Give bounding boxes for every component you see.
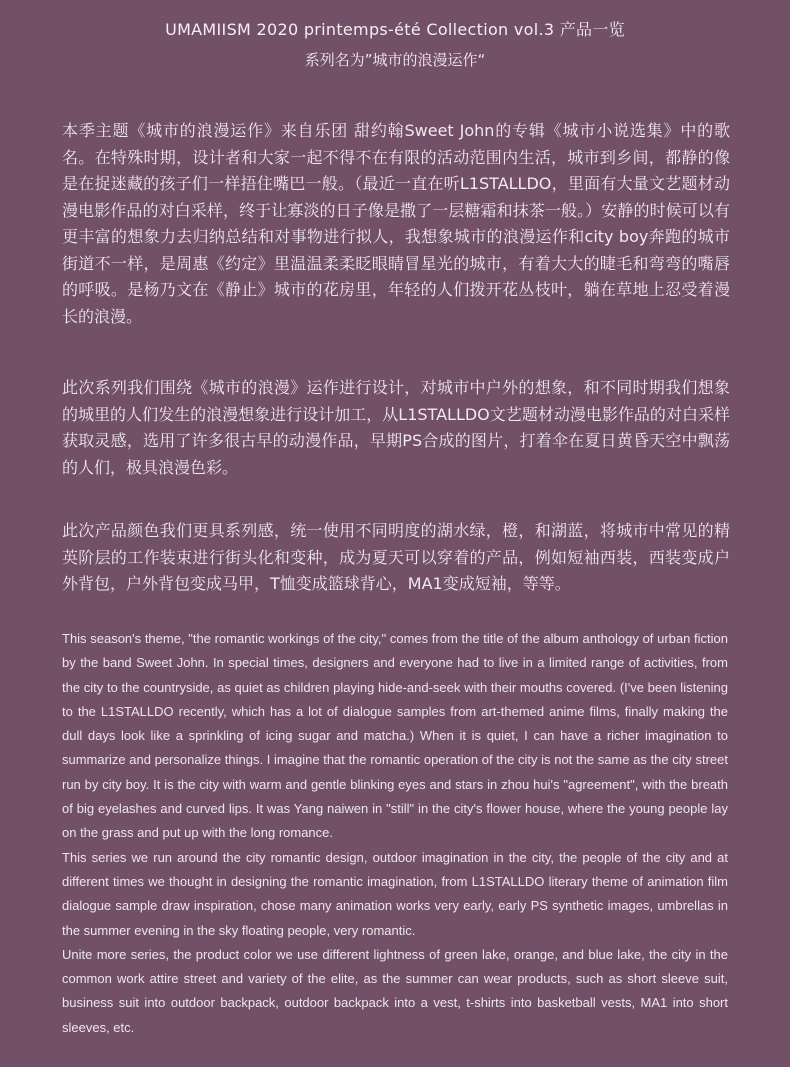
english-paragraph-design: This series we run around the city romantic design, outdoor imagination in the city, the people of the city and at different times we thought in designing the romantic imagination, from L1STALLDO literary theme of animation film dialogue sample draw inspiration, chose many animation works very early, early PS synthetic images, umbrellas in the summer evening in the sky floating people, very romantic. bbox=[62, 849, 728, 938]
english-paragraph-theme: This season's theme, "the romantic workings of the city," comes from the title of the album anthology of urban fiction by the band Sweet John. In special times, designers and everyone had to live in a limited range of activities, from the city to the countryside, as quiet as children playing hide-and-seek with their mouths covered. (I've been listening to the L1STALLDO recently, which has a lot of dialogue samples from art-themed anime films, finally making the dull days look like a sprinkling of icing sugar and matcha.) When it is quiet, I can have a richer imagination to summarize and personalize things. I imagine that the romantic operation of the city is not the same as the city street run by city boy. It is the city with warm and gentle blinking eyes and stars in zhou hui's "agreement", with the breath of big eyelashes and curved lips. It was Yang naiwen in "still" in the city's flower house, where the young people lay on the grass and put up with the long romance. bbox=[62, 631, 728, 841]
series-subtitle: 系列名为”城市的浪漫运作“ bbox=[304, 51, 486, 69]
chinese-paragraph-theme: 本季主题《城市的浪漫运作》来自乐团 甜约翰Sweet John的专辑《城市小说选集》中的歌名。在特殊时期，设计者和大家一起不得不在有限的活动范围内生活，城市到乡间，都静的像是在捉迷藏的孩子们一样捂住嘴巴一般。（最近一直在听L1STALLDO，里面有大量文艺题材动漫电影作品的对白采样，终于让寡淡的日子像是撒了一层糖霜和抹茶一般。）安静的时候可以有更丰富的想象力去归纳总结和对事物进行拟人，我想象城市的浪漫运作和city boy奔跑的城市街道不一样，是周惠《约定》里温温柔柔眨眼睛冒星光的城市，有着大大的睫毛和弯弯的嘴唇的呼吸。是杨乃文在《静止》城市的花房里，年轻的人们拨开花丛枝叶，躺在草地上忍受着漫长的浪漫。 bbox=[62, 121, 730, 326]
chinese-paragraph-design: 此次系列我们围绕《城市的浪漫》运作进行设计，对城市中户外的想象，和不同时期我们想象的城里的人们发生的浪漫想象进行设计加工，从L1STALLDO文艺题材动漫电影作品的对白采样获取灵感，选用了许多很古早的动漫作品，早期PS合成的图片，打着伞在夏日黄昏天空中飘荡的人们，极具浪漫色彩。 bbox=[62, 378, 730, 477]
page-header bbox=[0, 14, 790, 74]
chinese-paragraph-colors: 此次产品颜色我们更具系列感，统一使用不同明度的湖水绿，橙，和湖蓝，将城市中常见的精英阶层的工作装束进行街头化和变种，成为夏天可以穿着的产品，例如短袖西装，西装变成户外背包，户外背包变成马甲，T恤变成篮球背心，MA1变成短袖，等等。 bbox=[62, 521, 730, 593]
english-description bbox=[62, 627, 728, 1040]
english-paragraph-colors: Unite more series, the product color we use different lightness of green lake, orange, and blue lake, the city in the common work attire street and variety of the elite, as the summer can wear products, such as short sleeve suit, business suit into outdoor backpack, outdoor backpack into a vest, t-shirts into basketball vests, MA1 into short sleeves, etc. bbox=[62, 946, 728, 1035]
page-title: UMAMIISM 2020 printemps-été Collection vol.3 产品一览 bbox=[165, 20, 625, 39]
